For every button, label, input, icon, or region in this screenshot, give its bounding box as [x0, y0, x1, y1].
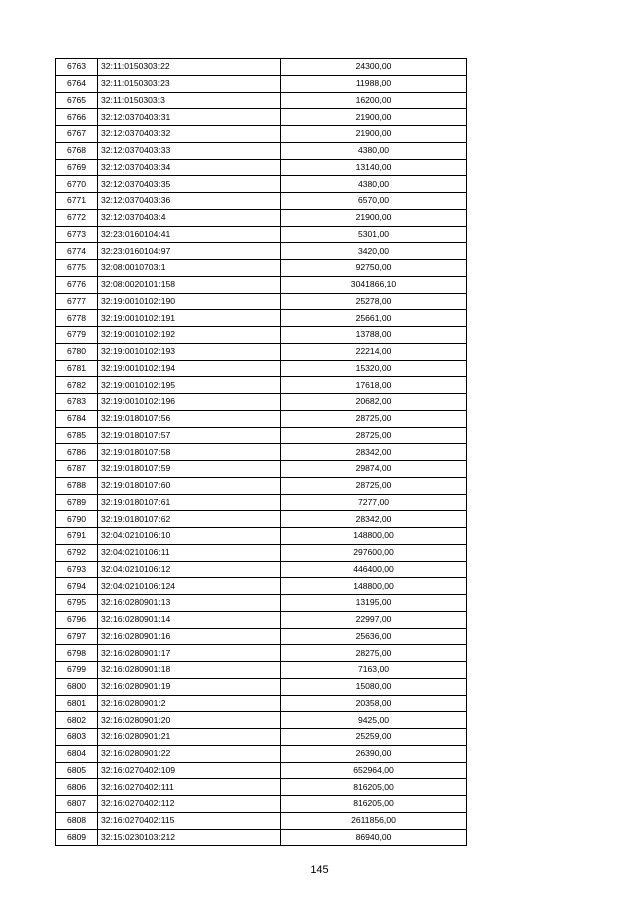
cadastral-number-cell: 32:16:0270402:112 [98, 796, 281, 813]
row-number-cell: 6776 [56, 276, 98, 293]
value-cell: 21900,00 [281, 209, 467, 226]
row-number-cell: 6785 [56, 427, 98, 444]
row-number-cell: 6777 [56, 293, 98, 310]
row-number-cell: 6770 [56, 176, 98, 193]
value-cell: 28725,00 [281, 427, 467, 444]
row-number-cell: 6805 [56, 762, 98, 779]
row-number-cell: 6781 [56, 360, 98, 377]
table-row [56, 310, 467, 327]
row-number-cell: 6771 [56, 193, 98, 210]
cadastral-number-cell: 32:16:0280901:13 [98, 595, 281, 612]
table-row [56, 477, 467, 494]
value-cell: 22214,00 [281, 343, 467, 360]
table-row [56, 611, 467, 628]
cadastral-number-cell: 32:16:0280901:22 [98, 745, 281, 762]
table-row [56, 260, 467, 277]
cadastral-number-cell: 32:19:0180107:56 [98, 410, 281, 427]
value-cell: 29874,00 [281, 461, 467, 478]
cadastral-number-cell: 32:04:0210106:10 [98, 528, 281, 545]
row-number-cell: 6765 [56, 92, 98, 109]
value-cell: 2611856,00 [281, 812, 467, 829]
cadastral-number-cell: 32:04:0210106:124 [98, 578, 281, 595]
row-number-cell: 6786 [56, 444, 98, 461]
table-row [56, 645, 467, 662]
row-number-cell: 6806 [56, 779, 98, 796]
cadastral-number-cell: 32:23:0160104:41 [98, 226, 281, 243]
cadastral-number-cell: 32:11:0150303:3 [98, 92, 281, 109]
cadastral-number-cell: 32:12:0370403:33 [98, 142, 281, 159]
value-cell: 20358,00 [281, 695, 467, 712]
value-cell: 25278,00 [281, 293, 467, 310]
row-number-cell: 6767 [56, 126, 98, 143]
cadastral-number-cell: 32:19:0010102:192 [98, 327, 281, 344]
table-row [56, 729, 467, 746]
row-number-cell: 6780 [56, 343, 98, 360]
row-number-cell: 6799 [56, 662, 98, 679]
row-number-cell: 6766 [56, 109, 98, 126]
row-number-cell: 6764 [56, 75, 98, 92]
table-row [56, 360, 467, 377]
value-cell: 22997,00 [281, 611, 467, 628]
value-cell: 13788,00 [281, 327, 467, 344]
table-row [56, 293, 467, 310]
row-number-cell: 6803 [56, 729, 98, 746]
value-cell: 816205,00 [281, 779, 467, 796]
row-number-cell: 6768 [56, 142, 98, 159]
row-number-cell: 6769 [56, 159, 98, 176]
table-row [56, 578, 467, 595]
value-cell: 446400,00 [281, 561, 467, 578]
row-number-cell: 6797 [56, 628, 98, 645]
cadastral-number-cell: 32:16:0280901:2 [98, 695, 281, 712]
data-table [55, 58, 467, 846]
value-cell: 4380,00 [281, 176, 467, 193]
table-row [56, 695, 467, 712]
cadastral-number-cell: 32:16:0280901:16 [98, 628, 281, 645]
row-number-cell: 6773 [56, 226, 98, 243]
row-number-cell: 6763 [56, 59, 98, 76]
value-cell: 816205,00 [281, 796, 467, 813]
row-number-cell: 6774 [56, 243, 98, 260]
row-number-cell: 6788 [56, 477, 98, 494]
table-row [56, 528, 467, 545]
cadastral-number-cell: 32:23:0160104:97 [98, 243, 281, 260]
row-number-cell: 6778 [56, 310, 98, 327]
value-cell: 28275,00 [281, 645, 467, 662]
table-row [56, 494, 467, 511]
table-row [56, 394, 467, 411]
cadastral-number-cell: 32:16:0280901:17 [98, 645, 281, 662]
value-cell: 148800,00 [281, 528, 467, 545]
table-row [56, 59, 467, 76]
value-cell: 25661,00 [281, 310, 467, 327]
table-row [56, 779, 467, 796]
value-cell: 28342,00 [281, 444, 467, 461]
table-row [56, 142, 467, 159]
table-row [56, 461, 467, 478]
value-cell: 17618,00 [281, 377, 467, 394]
value-cell: 652964,00 [281, 762, 467, 779]
value-cell: 9425,00 [281, 712, 467, 729]
table-body [56, 59, 467, 846]
cadastral-number-cell: 32:11:0150303:22 [98, 59, 281, 76]
table-row [56, 126, 467, 143]
value-cell: 7277,00 [281, 494, 467, 511]
value-cell: 6570,00 [281, 193, 467, 210]
row-number-cell: 6807 [56, 796, 98, 813]
table-row [56, 678, 467, 695]
value-cell: 28725,00 [281, 410, 467, 427]
cadastral-number-cell: 32:16:0270402:109 [98, 762, 281, 779]
row-number-cell: 6789 [56, 494, 98, 511]
row-number-cell: 6802 [56, 712, 98, 729]
cadastral-number-cell: 32:16:0270402:115 [98, 812, 281, 829]
row-number-cell: 6809 [56, 829, 98, 846]
cadastral-number-cell: 32:12:0370403:34 [98, 159, 281, 176]
table-row [56, 410, 467, 427]
cadastral-number-cell: 32:12:0370403:31 [98, 109, 281, 126]
table-row [56, 209, 467, 226]
value-cell: 28725,00 [281, 477, 467, 494]
row-number-cell: 6791 [56, 528, 98, 545]
table-row [56, 544, 467, 561]
table-row [56, 343, 467, 360]
row-number-cell: 6793 [56, 561, 98, 578]
cadastral-number-cell: 32:16:0280901:14 [98, 611, 281, 628]
row-number-cell: 6801 [56, 695, 98, 712]
value-cell: 21900,00 [281, 109, 467, 126]
row-number-cell: 6787 [56, 461, 98, 478]
cadastral-number-cell: 32:19:0180107:58 [98, 444, 281, 461]
table-row [56, 276, 467, 293]
row-number-cell: 6792 [56, 544, 98, 561]
value-cell: 3041866,10 [281, 276, 467, 293]
value-cell: 13195,00 [281, 595, 467, 612]
cadastral-number-cell: 32:11:0150303:23 [98, 75, 281, 92]
row-number-cell: 6775 [56, 260, 98, 277]
cadastral-number-cell: 32:19:0010102:190 [98, 293, 281, 310]
cadastral-number-cell: 32:19:0180107:62 [98, 511, 281, 528]
row-number-cell: 6772 [56, 209, 98, 226]
row-number-cell: 6784 [56, 410, 98, 427]
value-cell: 20682,00 [281, 394, 467, 411]
value-cell: 297600,00 [281, 544, 467, 561]
value-cell: 16200,00 [281, 92, 467, 109]
value-cell: 15320,00 [281, 360, 467, 377]
row-number-cell: 6790 [56, 511, 98, 528]
row-number-cell: 6794 [56, 578, 98, 595]
row-number-cell: 6808 [56, 812, 98, 829]
cadastral-number-cell: 32:19:0010102:193 [98, 343, 281, 360]
row-number-cell: 6795 [56, 595, 98, 612]
table-row [56, 762, 467, 779]
cadastral-number-cell: 32:19:0010102:195 [98, 377, 281, 394]
table-row [56, 796, 467, 813]
table-row [56, 109, 467, 126]
value-cell: 11988,00 [281, 75, 467, 92]
cadastral-number-cell: 32:04:0210106:12 [98, 561, 281, 578]
cadastral-number-cell: 32:16:0280901:21 [98, 729, 281, 746]
value-cell: 25259,00 [281, 729, 467, 746]
table-row [56, 662, 467, 679]
table-row [56, 829, 467, 846]
row-number-cell: 6800 [56, 678, 98, 695]
value-cell: 24300,00 [281, 59, 467, 76]
table-row [56, 75, 467, 92]
table-row [56, 444, 467, 461]
cadastral-number-cell: 32:16:0280901:19 [98, 678, 281, 695]
cadastral-number-cell: 32:12:0370403:35 [98, 176, 281, 193]
table-row [56, 243, 467, 260]
value-cell: 15080,00 [281, 678, 467, 695]
row-number-cell: 6779 [56, 327, 98, 344]
value-cell: 3420,00 [281, 243, 467, 260]
table-row [56, 812, 467, 829]
value-cell: 86940,00 [281, 829, 467, 846]
table-row [56, 226, 467, 243]
value-cell: 25636,00 [281, 628, 467, 645]
cadastral-number-cell: 32:16:0270402:111 [98, 779, 281, 796]
value-cell: 4380,00 [281, 142, 467, 159]
cadastral-number-cell: 32:19:0180107:60 [98, 477, 281, 494]
cadastral-number-cell: 32:08:0010703:1 [98, 260, 281, 277]
value-cell: 28342,00 [281, 511, 467, 528]
value-cell: 21900,00 [281, 126, 467, 143]
cadastral-number-cell: 32:04:0210106:11 [98, 544, 281, 561]
cadastral-number-cell: 32:19:0180107:57 [98, 427, 281, 444]
cadastral-number-cell: 32:19:0010102:191 [98, 310, 281, 327]
cadastral-number-cell: 32:15:0230103:212 [98, 829, 281, 846]
table-row [56, 159, 467, 176]
value-cell: 13140,00 [281, 159, 467, 176]
table-row [56, 511, 467, 528]
value-cell: 148800,00 [281, 578, 467, 595]
table-row [56, 595, 467, 612]
table-row [56, 176, 467, 193]
cadastral-number-cell: 32:19:0180107:61 [98, 494, 281, 511]
row-number-cell: 6783 [56, 394, 98, 411]
table-row [56, 427, 467, 444]
table-row [56, 377, 467, 394]
cadastral-number-cell: 32:12:0370403:4 [98, 209, 281, 226]
table-row [56, 628, 467, 645]
row-number-cell: 6796 [56, 611, 98, 628]
cadastral-number-cell: 32:19:0180107:59 [98, 461, 281, 478]
row-number-cell: 6782 [56, 377, 98, 394]
cadastral-number-cell: 32:08:0020101:158 [98, 276, 281, 293]
value-cell: 92750,00 [281, 260, 467, 277]
page-number: 145 [310, 864, 329, 876]
table-row [56, 712, 467, 729]
value-cell: 26390,00 [281, 745, 467, 762]
cadastral-number-cell: 32:12:0370403:36 [98, 193, 281, 210]
table-row [56, 327, 467, 344]
cadastral-number-cell: 32:19:0010102:196 [98, 394, 281, 411]
table-row [56, 745, 467, 762]
row-number-cell: 6798 [56, 645, 98, 662]
table-row [56, 92, 467, 109]
cadastral-number-cell: 32:16:0280901:18 [98, 662, 281, 679]
value-cell: 5301,00 [281, 226, 467, 243]
table-row [56, 561, 467, 578]
cadastral-number-cell: 32:16:0280901:20 [98, 712, 281, 729]
cadastral-number-cell: 32:12:0370403:32 [98, 126, 281, 143]
table-row [56, 193, 467, 210]
cadastral-number-cell: 32:19:0010102:194 [98, 360, 281, 377]
value-cell: 7163,00 [281, 662, 467, 679]
row-number-cell: 6804 [56, 745, 98, 762]
